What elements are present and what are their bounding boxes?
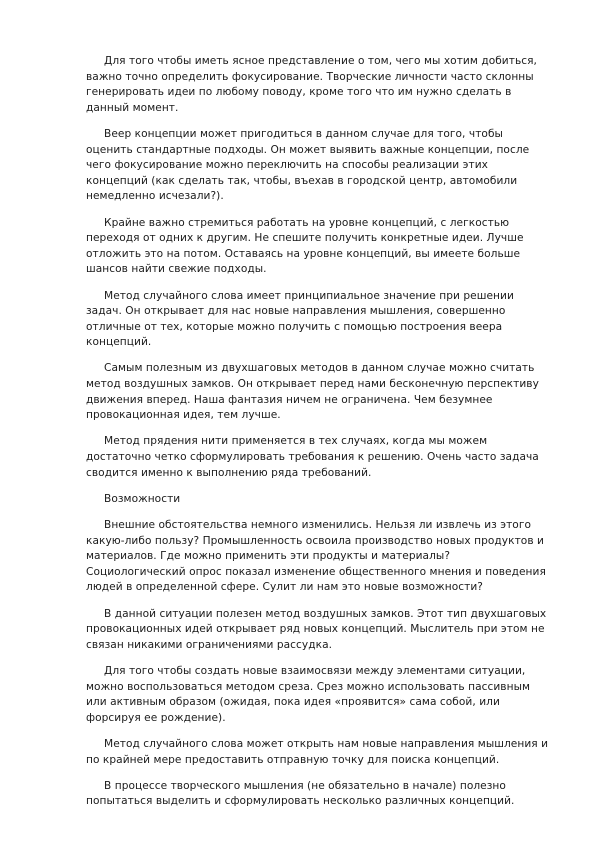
section-heading: Возможности: [104, 492, 181, 505]
paragraph: Самым полезным из двухшаговых методов в данном случае можно считать метод воздушных замков. Он открывает перед нами бесконечную перспективу движения вперед. Наша фантазия ничем не ограничена. Чем безумнее провокационная идея, тем лучше.: [86, 362, 539, 422]
paragraph: Метод прядения нити применяется в тех случаях, когда мы можем достаточно четко сформулировать требования к решению. Очень часто задача сводится именно к выполнению ряда требований.: [86, 435, 539, 479]
document-body: [86, 54, 552, 820]
paragraph: Для того чтобы иметь ясное представление о том, чего мы хотим добиться, важно точно определить фокусирование. Творческие личности часто склонны генерировать идеи по любому поводу, кроме того что им нужно сделать в данный момент.: [86, 55, 537, 114]
paragraph: Метод случайного слова имеет принципиальное значение при решении задач. Он открывает для нас новые направления мышления, совершенно отличные от тех, которые можно получить с помощью построения веера концепций.: [86, 289, 514, 349]
paragraph: Внешние обстоятельства немного изменились. Нельзя ли извлечь из этого какую-либо пользу? Промышленность освоила производство новых продуктов и материалов. Где можно применить эти продукты и материалы? Социологический опрос показал изменение общественного мнения и поведения людей в определенной сфере. Сулит ли нам это новые возможности?: [86, 519, 546, 594]
paragraph: Крайне важно стремиться работать на уровне концепций, с легкостью переходя от одних к другим. Не спешите получить конкретные идеи. Лучше отложить это на потом. Оставаясь на уровне концепций, вы имеете больше шансов найти свежие подходы.: [86, 216, 524, 276]
paragraph: Для того чтобы создать новые взаимосвязи между элементами ситуации, можно воспользоваться методом среза. Срез можно использовать пассивным или активным образом (ожидая, пока идея «проявится» сама собой, или форсируя ее рождение).: [86, 664, 531, 724]
paragraph: Веер концепции может пригодиться в данном случае для того, чтобы оценить стандартные подходы. Он может выявить важные концепции, после чего фокусирование можно переключить на способы реализации этих концепций (как сделать так, чтобы, въехав в городской центр, автомобили немедленно исчезали?).: [86, 127, 530, 203]
paragraph: Метод случайного слова может открыть нам новые направления мышления и по крайней мере предоставить отправную точку для поиска концепций.: [86, 737, 549, 766]
paragraph: В данной ситуации полезен метод воздушных замков. Этот тип двухшаговых провокационных идей открывает ряд новых концепций. Мыслитель при этом не связан никакими ограничениями рассудка.: [86, 607, 547, 651]
paragraph: В процессе творческого мышления (не обязательно в начале) полезно попытаться выделить и сформулировать несколько различных концепций.: [86, 779, 515, 808]
